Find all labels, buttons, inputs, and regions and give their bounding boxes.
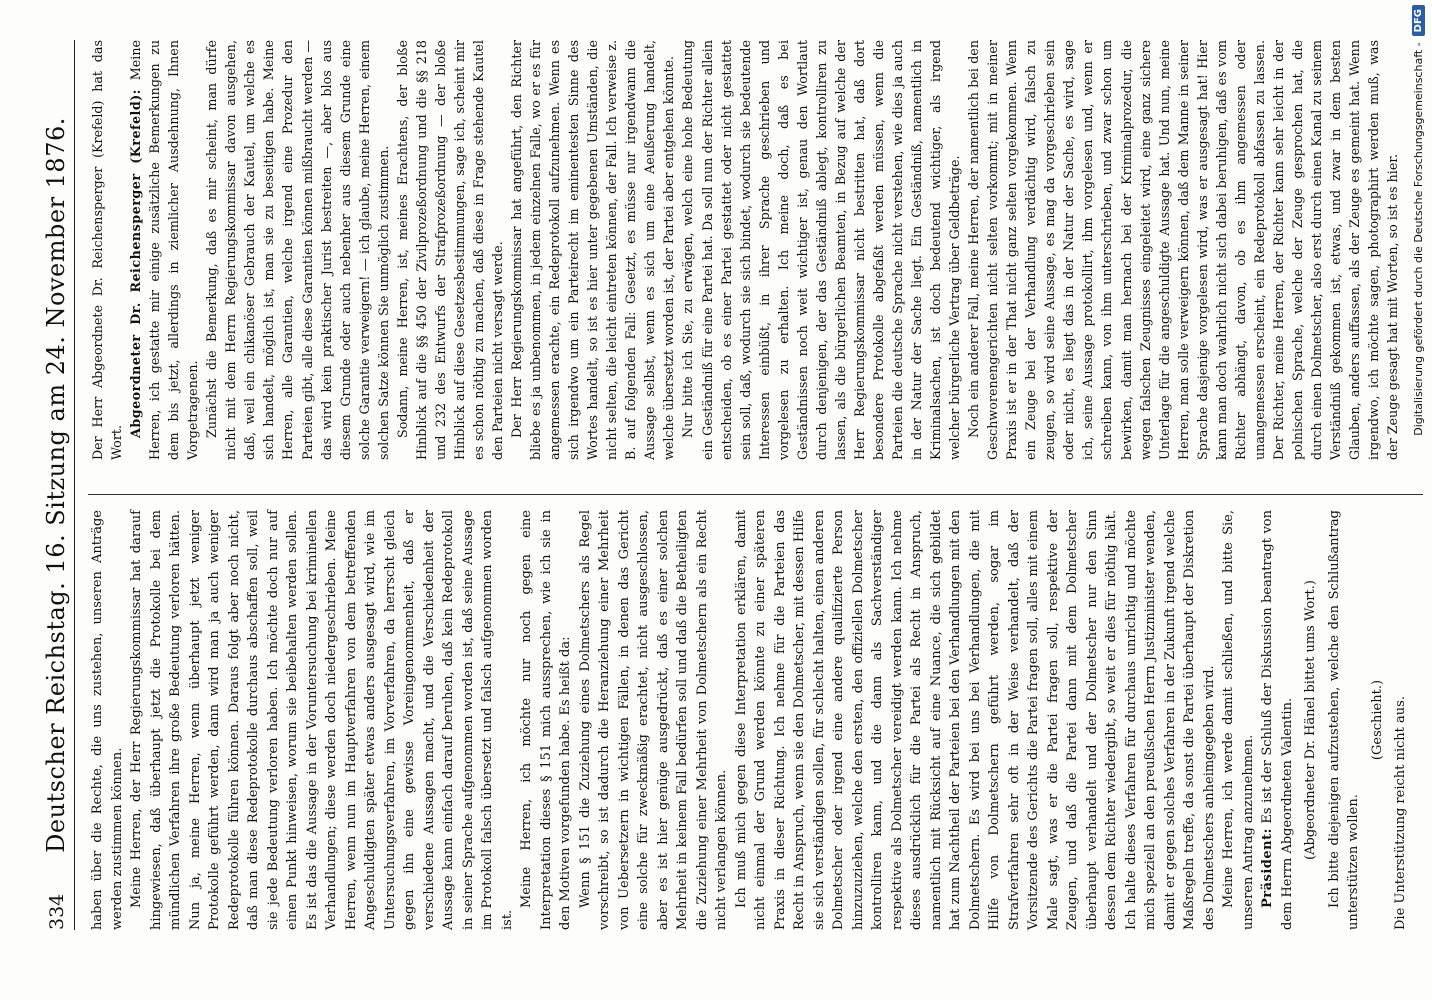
column-divider bbox=[88, 494, 1423, 495]
paragraph-text: Der Herr Regierungskommissar hat angeführt, den Richter bliebe es ja unbenommen, in jedem einzelnen Falle, wo er es für angemessen erachte, ein Redeprotokoll aufzunehmen. Wenn es sich irgendwo um ein Parteirecht im eminentesten Sinne des Wortes handelt, so ist es hier unter gegebenen Umständen, die nicht selten, die leicht eintreten können, der Fall. Ich verweise z. B. auf folgenden Fall: Gesetzt, es müsse nur irgendwann die Aussage selbst, wenn es sich um eine Aeußerung handelt, welche übersetzt worden ist, der Partei aber entgehen könnte. bbox=[509, 40, 677, 460]
speaker-name: Abgeordneter Dr. Reichensperger (Krefeld): bbox=[128, 89, 144, 438]
left-text-column bbox=[88, 510, 1411, 930]
paragraph bbox=[732, 510, 1220, 930]
dfg-logo: DFG bbox=[1412, 5, 1425, 36]
paragraph-text: Ich bitte diejenigen aufzustehen, welche den Schlußantrag unterstützen wollen. bbox=[1326, 510, 1361, 930]
paragraph bbox=[88, 40, 126, 460]
paragraph-text: Meine Herren, der Herr Regierungskommissar hat darauf hingewiesen, daß überhaupt jetzt die Protokolle bei dem mündlichen Verfahren ihre große Bedeutung verloren hätten. Nun ja, meine Herren, wenn überhaupt jetzt weniger Protokolle geführt werden, dann wird man ja auch weniger Redeprotokolle führen können. Daraus folgt aber noch nicht, daß man diese Redeprotokolle durchaus abschaffen soll, weil sie jede Bedeutung verloren haben. Ich möchte doch nur auf einen Punkt hinweisen, worum sie beibehalten werden sollen. Es ist das die Aussage in der Voruntersuchung bei kriminellen Verhandlungen; diese werden doch niedergeschrieben. Meine Herren, wenn nun im Hauptverfahren von dem betreffenden Angeschuldigten später etwas anders ausgesagt wird, wie im Untersuchungsverfahren, im Vorverfahren, da herrscht gleich gegen ihn eine gewisse Voreingenommenheit, daß er verschiedene Aussagen macht, und die Verschiedenheit der Aussage kann einfach darauf beruhen, daß kein Redeprotokoll in seiner Sprache aufgenommen worden ist, daß seine Aussage im Protokoll falsch übersetzt und falsch aufgenommen worden ist. bbox=[129, 510, 515, 930]
page-number: 334 bbox=[46, 893, 68, 930]
paragraph bbox=[126, 40, 202, 460]
paragraph bbox=[1325, 510, 1364, 930]
paragraph-text: Die Unterstützung reicht nicht aus. bbox=[1393, 696, 1408, 930]
paragraph bbox=[1219, 510, 1258, 930]
paragraph-text: Wenn § 151 die Zuziehung eines Dolmetschers als Regel vorschreibt, so ist dadurch die Heranziehung einer Mehrheit von Uebersetzern in wichtigen Fällen, in denen das Gericht eine solche für zweckmäßig erachtet, nicht ausgeschlossen, aber es ist hier genüge ausgedrückt, daß es einer solchen Mehrheit in keinem Fall bedürfen soll und daß die Betheiligten die Zuziehung einer Mehrheit von Dolmetschern als ein Recht nicht verlangen können. bbox=[577, 510, 729, 930]
paragraph bbox=[576, 510, 732, 930]
page-title: Deutscher Reichstag. 16. Sitzung am 24. November 1876. bbox=[42, 117, 70, 853]
paragraph-text: Meine Herren, ich werde damit schließen, und bitte Sie, unseren Antrag anzunehmen. bbox=[1221, 510, 1256, 930]
paragraph-text: haben über die Rechte, die uns zustehen, unseren Anträge werden zustimmen können. bbox=[90, 510, 125, 930]
paragraph bbox=[127, 510, 517, 930]
speaker-name: Präsident: bbox=[1260, 828, 1275, 908]
paragraph-text: Es ist der Schluß der Diskussion beantragt von dem Herrn Abgeordneten Valentin. bbox=[1260, 510, 1295, 930]
paragraph bbox=[88, 510, 127, 930]
digitization-credit bbox=[1408, 5, 1428, 985]
paragraph-text: Sodann, meine Herren, ist, meines Erachtens, der bloße Hinblick auf die §§ 450 der Zivilprozeßordnung und die §§ 218 und 232 des Entwurfs der Strafprozeßordnung — der bloße Hinblick auf diese Gesetzesbestimmungen, sage ich, scheint mir es schon nöthig zu machen, daß diese in Frage stehende Kautel den Parteien nicht versagt werde. bbox=[394, 40, 505, 460]
paragraph bbox=[1368, 510, 1388, 930]
paragraph-text: Meine Herren, ich möchte nur noch gegen eine Interpretation dieses § 151 mich aussprechen, wie ich sie in den Motiven vorgefunden habe. Es heißt da: bbox=[519, 510, 573, 930]
paragraph-text: Der Herr Abgeordnete Dr. Reichensperger (Krefeld) hat das Wort. bbox=[90, 40, 125, 460]
digitization-credit-text: Digitalisierung gefördert durch die Deutsche Forschungsgemeinschaft - bbox=[1411, 42, 1425, 436]
right-text-column bbox=[88, 40, 1402, 460]
paragraph-text: Ich muß mich gegen diese Interpretation erklären, damit nicht einmal der Grund werden könnte zu einer späteren Praxis in dieser Richtung. Ich nehme für die Parteien das Recht in Anspruch, wenn sie den Dolmetscher, mit dessen Hilfe sie sich verständigen sollen, für schlecht halten, einen anderen Dolmetscher oder irgend eine andere qualifizierte Person hinzuzuziehen, welche den ersten, den offiziellen Dolmetscher kontrolliren kann, und die dann als Sachverständiger respektive als Dolmetscher vereidigt werden kann. Ich nehme dieses ausdrücklich für die Partei als Recht in Anspruch, namentlich mit Rücksicht auf eine Nuance, die sich gebildet hat zum Nachtheil der Parteien bei den Verhandlungen mit den Dolmetschern. Es wird bei uns bei Verhandlungen, die mit Hilfe von Dolmetschern geführt werden, sogar im Strafverfahren sehr oft in der Weise verhandelt, daß der Vorsitzende des Gerichts die Partei fragen soll, alles mit einem Male sagt, was er die Partei fragen soll, respektive der Zeugen, und daß die Partei dann mit dem Dolmetscher überhaupt verhandelt und der Dolmetscher nur den Sinn dessen dem Richter wiedergibt, so weit er dies für nöthig hält. Ich halte dieses Verfahren für durchaus unrichtig und möchte mich speziell an den preußischen Herrn Justizminister wenden, damit er gegen solches Verfahren in der Zukunft irgend welche Maßregeln treffe, da sonst die Partei überhaupt der Diskretion des Dolmetschers anheimgegeben wird. bbox=[733, 510, 1217, 930]
paragraph-text: Nur bitte ich Sie, zu erwägen, welch eine hohe Bedeutung ein Geständniß für eine Partei hat. Da soll nun der Richter allein entscheiden, ob es einer Partei gestattet oder nicht gestattet sein soll, daß, wodurch sie sich bindet, wodurch sie bedeutende Interessen einbüßt, in ihrer Sprache geschrieben und vorgelesen zu erhalten. Ich meine doch, daß es bei Geständnissen noch weit wichtiger ist, genau den Wortlaut durch denjenigen, der das Geständniß ablegt, kontrolliren zu lassen, als die bürgerlichen Beamten, in Bezug auf welche der Herr Regierungskommissar nicht bestritten hat, daß dort besondere Protokolle abgefaßt werden müssen, wenn die Parteien die deutsche Sprache nicht verstehen, wie dies ja auch in der Natur der Sache liegt. Ein Geständniß, namentlich in Kriminalsachen, ist doch bedeutend wichtiger, als irgend welcher bürgerliche Vertrag über Geldbeträge. bbox=[680, 40, 963, 460]
paragraph bbox=[1258, 510, 1297, 930]
paragraph bbox=[517, 510, 576, 930]
paragraph-text: Zunächst die Bemerkung, daß es mir scheint, man dürfe nicht mit dem Herrn Regierungskommissar davon ausgehen, daß, weil ein chikanöser Gebrauch der Kautel, um welche es sich handelt, möglich ist, man sie zu beseitigen habe. Meine Herren, alle Garantien, welche irgend eine Prozedur den Parteien gibt, alle diese Garantien können mißbraucht werden — das wird kein praktischer Jurist bestreiten —, aber blos aus diesem Grunde oder auch nebenher aus diesem Grunde eine solche Garantie verweigern! — ich glaube, meine Herren, einem solchen Satze können Sie unmöglich zustimmen. bbox=[204, 39, 391, 460]
paragraph bbox=[964, 40, 1402, 460]
paragraph bbox=[393, 40, 507, 460]
page-header bbox=[40, 40, 75, 930]
paragraph-text: Meine Herren, ich gestatte mir einige zusätzliche Bemerkungen zu dem bis jetzt, allerdings in ziemlicher Ausdehnung, Ihnen Vorgetragenen. bbox=[128, 40, 201, 460]
paragraph bbox=[507, 40, 678, 460]
paragraph bbox=[202, 40, 392, 460]
paragraph bbox=[678, 40, 964, 460]
paragraph-text: (Abgeordneter Dr. Hänel bittet ums Wort.) bbox=[1303, 580, 1318, 860]
paragraph bbox=[1301, 510, 1321, 930]
paragraph-text: Noch ein anderer Fall, meine Herren, der namentlich bei den Geschworenengerichten nicht selten vorkommt; mit in meiner Praxis ist er in der That nicht ganz selten vorgekommen. Wenn ein Zeuge bei der Verhandlung verdächtig wird, falsch zu zeugen, so wird seine Aussage, es mag da vorgeschrieben sein oder nicht, es liegt das in der Natur der Sache, es wird, sage ich, seine Aussage protokollirt, ihm vorgelesen und, wenn er schreiben kann, von ihm unterschrieben, und zwar schon um bewirken, damit man hernach bei der Kriminalprozedur, die wegen falschen Zeugnisses eingeleitet wird, eine ganz sichere Unterlage für die angeschuldigte Aussage hat. Und nun, meine Herren, man solle verweigern können, daß dem Manne in seiner Sprache dasjenige vorgelesen wird, was er ausgesagt hat! Hier kann man doch wahrlich nicht sich dabei beruhigen, daß es vom Richter abhängt, davon, ob es ihm angemessen oder unangemessen erscheint, ein Redeprotokoll abfassen zu lassen. Der Richter, meine Herren, der Richter kann sehr leicht in der polnischen Sprache, welche der Zeuge gesprochen hat, die durch einen Dolmetscher, also erst durch einen Kanal zu seinem Verständniß gekommen ist, etwas, und zwar in dem besten Glauben, anders auffassen, als der Zeuge es gemeint hat. Wenn irgendwo, ich möchte sagen, photographirt werden muß, was der Zeuge gesagt hat mit Worten, so ist es hier. bbox=[966, 40, 1401, 460]
paragraph-text: (Geschieht.) bbox=[1369, 679, 1385, 761]
